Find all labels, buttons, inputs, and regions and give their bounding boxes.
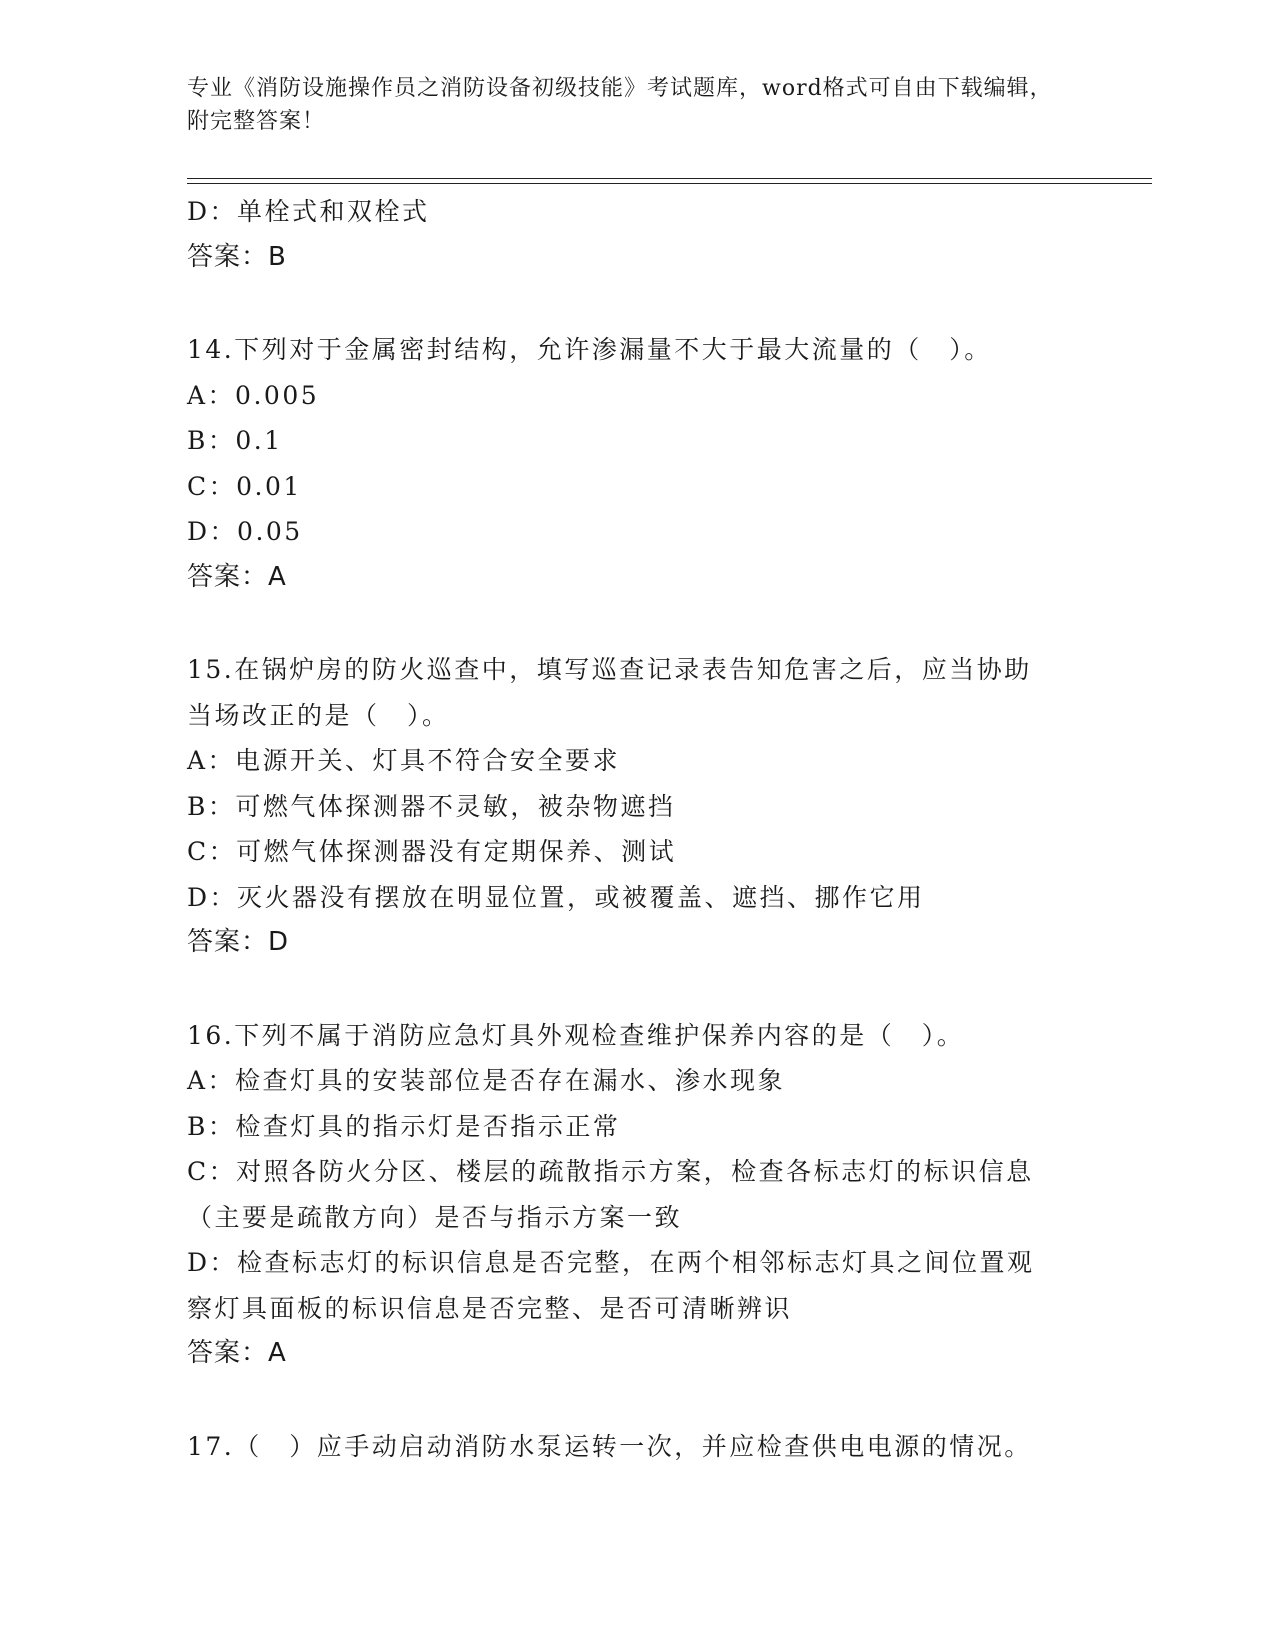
question-stem: 16.下列不属于消防应急灯具外观检查维护保养内容的是（ ）。 [187, 1020, 965, 1050]
question-stem-line-1: 15.在锅炉房的防火巡查中，填写巡查记录表告知危害之后，应当协助 [187, 655, 1032, 684]
question-13 [187, 189, 1087, 280]
question-stem-line-2: 当场改正的是（ ）。 [187, 700, 450, 730]
answer: 答案：A [187, 561, 287, 592]
option-c: C：可燃气体探测器没有定期保养、测试 [187, 837, 677, 866]
answer: 答案：B [187, 241, 287, 272]
option-d: D：灭火器没有摆放在明显位置，或被覆盖、遮挡、挪作它用 [187, 882, 925, 912]
question-stem: 17.（ ）应手动启动消防水泵运转一次，并应检查供电电源的情况。 [187, 1431, 1032, 1461]
spacer [187, 966, 1087, 1013]
option-c-line-2: （主要是疏散方向）是否与指示方案一致 [187, 1202, 683, 1232]
spacer [187, 1377, 1087, 1424]
option-b: B：检查灯具的指示灯是否指示正常 [187, 1111, 621, 1141]
question-17 [187, 1424, 1087, 1470]
option-d-line-2: 察灯具面板的标识信息是否完整、是否可清晰辨识 [187, 1293, 793, 1323]
option-b: B：0.1 [187, 426, 283, 455]
option-d: D：0.05 [187, 517, 303, 546]
option-c: C：0.01 [187, 471, 302, 501]
question-stem: 14.下列对于金属密封结构，允许渗漏量不大于最大流量的（ ）。 [187, 335, 992, 364]
option-d: D：单栓式和双栓式 [187, 197, 430, 226]
question-list [187, 189, 1087, 1469]
option-b: B：可燃气体探测器不灵敏，被杂物遮挡 [187, 791, 676, 821]
option-a: A：检查灯具的安装部位是否存在漏水、渗水现象 [187, 1066, 786, 1095]
question-14 [187, 327, 1087, 600]
answer: 答案：D [187, 927, 290, 957]
option-a: A：电源开关、灯具不符合安全要求 [187, 746, 621, 775]
header-divider-top [187, 178, 1152, 179]
question-16 [187, 1013, 1087, 1377]
answer: 答案：A [187, 1338, 287, 1368]
option-c-line-1: C：对照各防火分区、楼层的疏散指示方案，检查各标志灯的标识信息 [187, 1157, 1034, 1186]
question-15 [187, 647, 1087, 966]
header-divider-bottom [187, 183, 1152, 184]
spacer [187, 280, 1087, 327]
document-header: 专业《消防设施操作员之消防设备初级技能》考试题库，word格式可自由下载编辑，附完整答案！ [187, 76, 1053, 134]
spacer [187, 600, 1087, 647]
option-d-line-1: D：检查标志灯的标识信息是否完整，在两个相邻标志灯具之间位置观 [187, 1248, 1035, 1277]
option-a: A：0.005 [187, 380, 320, 410]
